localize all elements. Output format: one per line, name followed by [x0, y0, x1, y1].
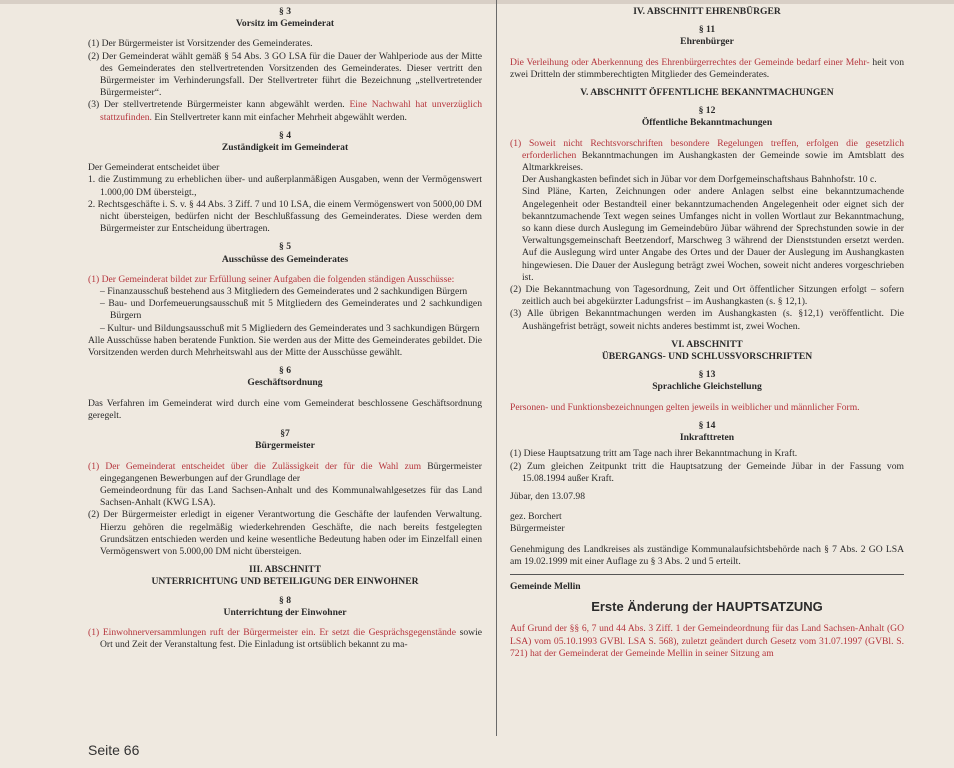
paragraph: Gemeindeordnung für das Land Sachsen-Anhalt und des Kommunalwahlgesetzes für das Land Sachsen-Anhalt (KWG LSA).	[100, 484, 482, 509]
page-number: Seite 66	[88, 742, 140, 758]
section-number: § 4	[279, 129, 291, 141]
paragraph: (2) Die Bekanntmachung von Tagesordnung, Zeit und Ort öffentlicher Sitzungen erfolgt – sofern zeitlich auch bei abgekürzter Ladungsfrist – im Aushangkasten (s. § 12,1).	[510, 284, 904, 308]
text-run: heit von zwei Dritteln der stimmberechtigten Mitglieder des Gemeinderates.	[510, 56, 904, 80]
paragraph: Das Verfahren im Gemeinderat wird durch eine vom Gemeinderat beschlossene Geschäftsordnung geregelt.	[88, 397, 482, 421]
section-11	[510, 24, 904, 81]
chapter-title: UNTERRICHTUNG UND BETEILIGUNG DER EINWOHNER	[151, 576, 419, 588]
chapter-4-heading	[510, 6, 904, 18]
section-14	[510, 420, 904, 485]
column-divider	[496, 0, 497, 736]
municipality-header: Gemeinde Mellin	[510, 580, 581, 592]
chapter-title: V. ABSCHNITT ÖFFENTLICHE BEKANNTMACHUNGEN	[580, 87, 834, 99]
signature-name: gez. Borchert	[510, 511, 562, 523]
paragraph	[88, 99, 482, 123]
paragraph	[510, 57, 904, 81]
text-run: Bekanntmachungen im Aushangkasten der Gemeinde sowie im Amtsblatt des Altmarkkreises.	[522, 149, 904, 174]
highlighted-text: (1) Einwohnerversammlungen ruft der Bürgermeister ein. Er setzt die Gesprächsgegenstände	[88, 626, 456, 638]
chapter-6-heading	[510, 339, 904, 363]
section-4	[88, 130, 482, 236]
paragraph	[88, 627, 482, 651]
list-item: 2. Rechtsgeschäfte i. S. v. § 44 Abs. 3 Ziff. 7 und 10 LSA, die einem Vermögenswert von 5000,00 DM nicht übersteigen, bedürfen nicht der Beschlußfassung des Gemeinderates. Diese werden dem Bürgermeister zur Entscheidung übertragen.	[88, 198, 482, 235]
section-title: Öffentliche Bekanntmachungen	[641, 117, 773, 129]
section-3	[88, 6, 482, 124]
chapter-3-heading	[88, 564, 482, 588]
text-run: Ein Stellvertreter kann mit einfacher Mehrheit abgewählt werden.	[151, 111, 407, 123]
highlighted-text: (1) Soweit nicht Rechtsvorschriften besondere Regelungen treffen, erfolgen die gesetzlich erforderlichen	[510, 137, 904, 161]
mellin-amendment	[510, 581, 904, 660]
text-run: Bürgermeister eingegangenen Bewerbungen auf der Grundlage der	[100, 460, 482, 484]
text-run: sowie Ort und Zeit der Veranstaltung fest. Die Einladung ist ortsüblich bekannt zu ma-	[100, 626, 482, 651]
paragraph: (1) Diese Hauptsatzung tritt am Tage nach ihrer Bekanntmachung in Kraft.	[510, 448, 798, 460]
paragraph: Sind Pläne, Karten, Zeichnungen oder andere Anlagen selbst eine bekanntzumachende Angelegenheit oder Bestandteil einer bekanntzumachenden Angelegenheit oder eignet sich der bekanntzumachende Text wegen seines Umfanges nicht in vollen Wortlaut zur Bekanntmachung, so kann diese durch Auslegung im Gemeindebüro Jübar während der Sprechstunden sowie in der Verwaltungsgemeinschaft Beetzendorf, Marschweg 3 während der Dienststunden ersetzt werden. Auf die Auslegung wird unter Angabe des Ortes und der Dauer der Auslegung im Aushangkasten hingewiesen. Die Dauer der Auslegung beträgt zwei Wochen, soweit nicht anderes vorgeschrieben ist.	[522, 186, 904, 283]
section-7	[88, 428, 482, 558]
left-column	[88, 6, 482, 657]
section-number: § 11	[698, 24, 716, 36]
paragraph: Alle Ausschüsse haben beratende Funktion. Sie werden aus der Mitte des Gemeinderates gebildet. Die Vorsitzenden werden durch Mehrheitswahl aus der Mitte der Ausschüsse gewählt.	[88, 334, 482, 359]
chapter-number: III. ABSCHNITT	[249, 564, 321, 576]
page-top-strip	[0, 0, 954, 4]
paragraph: (2) Der Gemeinderat wählt gemäß § 54 Abs. 3 GO LSA für die Dauer der Wahlperiode aus der Mitte des Gemeinderates den stellvertretenden Vorsitzenden des Gemeinderates. Dieser vertritt den Bürgermeister im Verhinderungsfall. Der Stellvertreter führt die Bezeichnung „stellvertretender Bürgermeister“.	[88, 50, 482, 99]
section-number: § 3	[279, 6, 291, 17]
section-title: Unterrichtung der Einwohner	[223, 606, 347, 618]
paragraph: Der Gemeinderat entscheidet über	[88, 162, 220, 174]
section-title: Inkrafttreten	[679, 432, 735, 444]
highlighted-text: Eine Nachwahl hat unverzüglich stattzufinden.	[100, 99, 482, 123]
section-number: § 14	[698, 419, 716, 431]
signature-role: Bürgermeister	[510, 523, 565, 535]
section-title: Ausschüsse des Gemeinderates	[221, 253, 349, 265]
list-item: – Finanzausschuß bestehend aus 3 Mitgliedern des Gemeinderates und 2 sachkundigen Bürgern	[100, 286, 468, 298]
right-column	[510, 6, 904, 666]
paragraph: Personen- und Funktionsbezeichnungen gelten jeweils in weiblicher und männlicher Form.	[510, 401, 860, 413]
section-5	[88, 241, 482, 359]
date-line: Jübar, den 13.07.98	[510, 490, 586, 502]
section-number: §7	[280, 428, 290, 440]
section-title: Geschäftsordnung	[247, 377, 323, 389]
section-number: § 6	[279, 365, 291, 377]
list-item: 1. die Zustimmung zu erheblichen über- und außerplanmäßigen Ausgaben, wenn der Vermögenswert 1.000,00 DM übersteigt.,	[88, 174, 482, 198]
section-8	[88, 595, 482, 652]
paragraph: (1) Der Bürgermeister ist Vorsitzender des Gemeinderates.	[88, 38, 313, 50]
section-title: Zuständigkeit im Gemeinderat	[221, 142, 349, 154]
section-6	[88, 365, 482, 422]
chapter-number: VI. ABSCHNITT	[671, 338, 743, 350]
section-number: § 13	[698, 369, 716, 381]
chapter-5-heading	[510, 87, 904, 99]
section-title: Sprachliche Gleichstellung	[652, 381, 762, 393]
text-run: (3) Der stellvertretende Bürgermeister kann abgewählt werden.	[88, 99, 350, 111]
highlighted-text: Die Verleihung oder Aberkennung des Ehrenbürgerrechtes der Gemeinde bedarf einer Mehr-	[510, 56, 870, 68]
chapter-title: ÜBERGANGS- UND SCHLUSSVORSCHRIFTEN	[601, 351, 813, 363]
section-title: Ehrenbürger	[680, 36, 734, 48]
section-13	[510, 369, 904, 414]
signature-block	[510, 491, 904, 568]
section-number: § 8	[279, 594, 291, 606]
paragraph: Auf Grund der §§ 6, 7 und 44 Abs. 3 Ziff. 1 der Gemeindeordnung für das Land Sachsen-Anhalt (GO LSA) vom 05.10.1993 GVBl. LSA S. 568), zuletzt geändert durch Gesetz vom 31.07.1997 (GVBl. S. 721) hat der Gemeinderat der Gemeinde Mellin in seiner Sitzung am	[510, 623, 904, 659]
amendment-title: Erste Änderung der HAUPTSATZUNG	[591, 599, 823, 615]
chapter-title: IV. ABSCHNITT EHRENBÜRGER	[633, 6, 781, 17]
paragraph: Der Aushangkasten befindet sich in Jübar vor dem Dorfgemeinschaftshaus Bahnhofstr. 10 c.	[522, 174, 877, 186]
paragraph: (2) Zum gleichen Zeitpunkt tritt die Hauptsatzung der Gemeinde Jübar in der Fassung vom 15.08.1994 außer Kraft.	[510, 460, 904, 484]
section-title: Bürgermeister	[255, 440, 315, 452]
section-number: § 12	[698, 105, 716, 117]
paragraph: (1) Der Gemeinderat bildet zur Erfüllung seiner Aufgaben die folgenden ständigen Ausschüsse:	[88, 273, 455, 285]
section-number: § 5	[279, 241, 291, 253]
highlighted-text: (1) Der Gemeinderat entscheidet über die Zulässigkeit der für die Wahl zum	[88, 460, 422, 472]
paragraph	[88, 461, 482, 485]
section-divider	[510, 574, 904, 575]
list-item: – Bau- und Dorfemeuerungsausschuß mit 5 Mitgliedern des Gemeinderates und 2 sachkundigen Bürgern	[100, 298, 482, 322]
approval-note: Genehmigung des Landkreises als zuständige Kommunalaufsichtsbehörde nach § 7 Abs. 2 GO LSA am 19.02.1999 mit einer Auflage zu § 3 Abs. 2 und 5 erteilt.	[510, 543, 904, 567]
section-title: Vorsitz im Gemeinderat	[235, 18, 335, 30]
list-item: – Kultur- und Bildungsausschuß mit 5 Migliedern des Gemeinderates und 3 sachkundigen Bürgern	[100, 322, 480, 334]
paragraph: (3) Alle übrigen Bekanntmachungen werden im Aushangkasten (s. §12,1) veröffentlicht. Die Aushängefrist beträgt, soweit nichts anderes bestimmt ist, zwei Wochen.	[510, 308, 904, 332]
section-12	[510, 105, 904, 333]
paragraph	[510, 138, 904, 175]
paragraph: (2) Der Bürgermeister erledigt in eigener Verantwortung die Geschäfte der laufenden Verwaltung. Hierzu gehören die regelmäßig wiederkehrenden Geschäfte, die nach bereits festgelegten Grundsätzen entschieden werden und keine wesentliche Bedeutung haben oder im Einzelfall einen Vermögenswert von 5.000,00 DM nicht übersteigen.	[88, 509, 482, 557]
